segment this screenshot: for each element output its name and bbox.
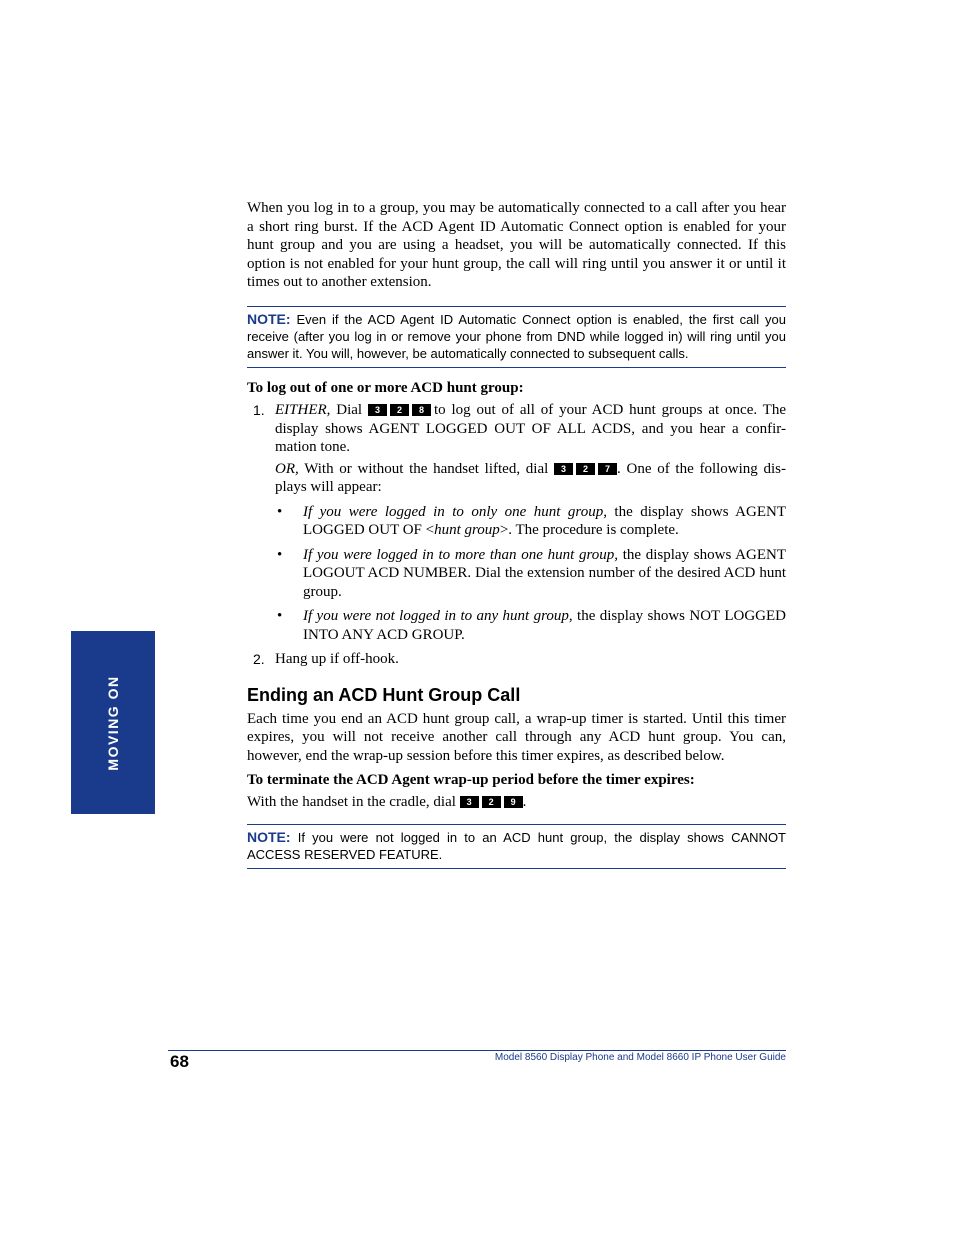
cradle-end: .	[522, 793, 527, 810]
bullet-condition: If you were not logged in to any hunt group,	[303, 608, 573, 624]
cradle-text: With the handset in the cradle, dial	[247, 793, 460, 810]
step-1-or	[275, 460, 786, 497]
key-2: 2	[482, 796, 501, 808]
list-item	[275, 607, 786, 644]
step-1	[247, 401, 786, 497]
step-2-text: Hang up if off-hook.	[275, 651, 399, 667]
key-7: 7	[598, 463, 617, 475]
list-item	[275, 546, 786, 602]
note-box-1	[247, 306, 786, 368]
bullet-dot: •	[277, 546, 283, 563]
bullet-condition: If you were logged in to more than one hunt group,	[303, 546, 618, 563]
list-item	[275, 503, 786, 540]
intro-paragraph: When you log in to a group, you may be automatically connected to a call after you hear a short ring burst. If the ACD Agent ID Automatic Connect option is enabled for your hunt group and you are using a headset, you will be automatically connected. If this option is not enabled for your hunt group, the call will ring until you answer it or until it times out to another extension.	[247, 200, 786, 290]
dial-text: Dial	[330, 402, 368, 418]
key-3: 3	[460, 796, 479, 808]
side-section-tab	[71, 631, 155, 814]
key-9: 9	[504, 796, 523, 808]
footer-divider	[168, 1050, 786, 1051]
side-tab-label: MOVING ON	[105, 674, 121, 771]
or-text: With or without the handset lifted, dial	[298, 460, 555, 477]
bullet-text: the display shows AGENT LOGOUT ACD NUMBER. Dial the extension number of the desired ACD hunt group.	[303, 546, 786, 600]
or-label: OR,	[275, 460, 299, 477]
bullet-text: the display shows NOT LOGGED INTO ANY ACD GROUP.	[303, 608, 787, 643]
terminate-heading: To terminate the ACD Agent wrap-up period before the timer expires:	[247, 772, 695, 788]
either-rest: to log out of all of your ACD hunt groups at once. The display shows AGENT LOGGED OUT OF ALL ACDS, and you hear a confir-mation tone.	[275, 402, 787, 455]
key-3: 3	[554, 463, 573, 475]
key-2: 2	[390, 404, 409, 416]
key-8: 8	[412, 404, 431, 416]
key-2: 2	[576, 463, 595, 475]
bullet-text: the display shows AGENT LOGGED OUT OF <	[303, 503, 786, 538]
bullet-dot: •	[277, 503, 283, 520]
step-1-either	[275, 401, 786, 457]
either-label: EITHER,	[275, 402, 331, 418]
or-rest: . One of the following dis-plays will appear:	[275, 460, 787, 495]
note-text: If you were not logged in to an ACD hunt group, the display shows CANNOT ACCESS RESERVED FEATURE.	[247, 830, 786, 862]
footer-title: Model 8560 Display Phone and Model 8660 IP Phone User Guide	[494, 1052, 786, 1063]
page-number: 68	[170, 1052, 189, 1071]
note-box-2	[247, 824, 786, 869]
note-text: Even if the ACD Agent ID Automatic Connect option is enabled, the first call you receive (after you log in or remove your phone from DND while logged in) will ring until you answer it. You will, however, be automatically connected to subsequent calls.	[247, 311, 786, 361]
display-bullet-list	[247, 503, 786, 645]
bullet-dot: •	[277, 608, 283, 624]
bullet-placeholder: hunt group	[434, 522, 500, 538]
section-title: Ending an ACD Hunt Group Call	[247, 684, 521, 705]
step-number: 1.	[253, 402, 265, 418]
step-2	[247, 650, 786, 669]
key-3: 3	[368, 404, 387, 416]
note-label: NOTE:	[247, 310, 291, 327]
bullet-condition: If you were logged in to only one hunt group,	[303, 503, 607, 520]
section-body: Each time you end an ACD hunt group call, a wrap-up timer is started. Until this timer expires, you will not receive another call through any ACD hunt group. You can, however, end the wrap-up session before this timer expires, as described below.	[247, 710, 786, 764]
logout-heading: To log out of one or more ACD hunt group:	[247, 379, 524, 396]
step-number: 2.	[253, 651, 265, 667]
cradle-instruction	[247, 793, 786, 812]
note-label: NOTE:	[247, 829, 291, 845]
page-content	[247, 199, 786, 869]
bullet-text-end: >. The procedure is complete.	[499, 522, 679, 538]
